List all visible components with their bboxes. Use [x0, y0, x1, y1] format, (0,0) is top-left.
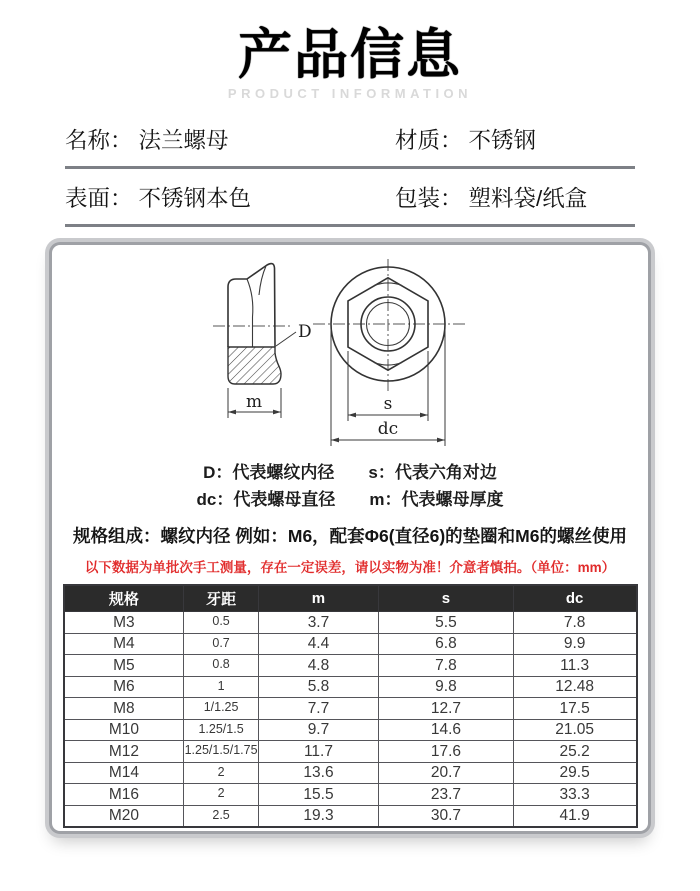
- m-cell: 9.7: [258, 719, 378, 741]
- dc-cell: 17.5: [513, 698, 636, 720]
- legend-s: s：代表六角对边: [368, 463, 497, 483]
- m-cell: 7.7: [258, 698, 378, 720]
- legend-line-2: [59, 486, 641, 513]
- spec-cell: M10: [64, 719, 184, 741]
- pitch-cell: 0.7: [184, 633, 258, 655]
- m-cell: 4.8: [258, 655, 378, 677]
- dim-label-d: D: [298, 322, 312, 343]
- pitch-cell: 0.5: [184, 612, 258, 634]
- spec-cell: M3: [64, 612, 184, 634]
- col-header-m: m: [258, 585, 378, 612]
- info-row-1: [65, 111, 635, 169]
- pitch-cell: 2.5: [184, 805, 258, 827]
- pitch-cell: 2: [184, 762, 258, 784]
- spec-cell: M6: [64, 676, 184, 698]
- info-surface-value: 不锈钢本色: [138, 185, 252, 211]
- info-packaging-field: [395, 181, 635, 213]
- dc-cell: 12.48: [513, 676, 636, 698]
- dc-cell: 29.5: [513, 762, 636, 784]
- dc-cell: 7.8: [513, 612, 636, 634]
- dc-cell: 41.9: [513, 805, 636, 827]
- dc-cell: 25.2: [513, 741, 636, 763]
- pitch-cell: 1: [184, 676, 258, 698]
- spec-cell: M16: [64, 784, 184, 806]
- s-cell: 12.7: [379, 698, 514, 720]
- info-name-label: 名称：: [65, 127, 133, 153]
- m-cell: 13.6: [258, 762, 378, 784]
- spec-frame: [52, 245, 648, 831]
- col-header-spec: 规格: [64, 585, 184, 612]
- s-cell: 6.8: [379, 633, 514, 655]
- m-cell: 15.5: [258, 784, 378, 806]
- pitch-cell: 2: [184, 784, 258, 806]
- table-row: [64, 612, 637, 634]
- m-cell: 19.3: [258, 805, 378, 827]
- spec-cell: M5: [64, 655, 184, 677]
- s-cell: 7.8: [379, 655, 514, 677]
- info-row-2: [65, 169, 635, 227]
- table-row: [64, 805, 637, 827]
- s-cell: 9.8: [379, 676, 514, 698]
- table-header-row: [64, 585, 637, 612]
- s-cell: 17.6: [379, 741, 514, 763]
- s-cell: 23.7: [379, 784, 514, 806]
- s-cell: 30.7: [379, 805, 514, 827]
- top-view: [313, 259, 465, 446]
- page-title: 产品信息: [238, 25, 462, 85]
- dc-cell: 11.3: [513, 655, 636, 677]
- legend-dc: dc：代表螺母直径: [196, 490, 336, 510]
- m-cell: 5.8: [258, 676, 378, 698]
- spec-cell: M4: [64, 633, 184, 655]
- dc-cell: 9.9: [513, 633, 636, 655]
- table-row: [64, 762, 637, 784]
- page-subtitle: PRODUCT INFORMATION: [227, 86, 473, 102]
- dc-cell: 21.05: [513, 719, 636, 741]
- m-cell: 3.7: [258, 612, 378, 634]
- dim-label-s: s: [383, 394, 393, 415]
- spec-cell: M14: [64, 762, 184, 784]
- legend-d: D：代表螺纹内径: [203, 463, 335, 483]
- info-surface-label: 表面：: [65, 185, 133, 211]
- table-row: [64, 655, 637, 677]
- page-header: [0, 0, 700, 101]
- product-info-section: [65, 111, 635, 227]
- spec-cell: M8: [64, 698, 184, 720]
- spec-table: [63, 584, 638, 828]
- dc-cell: 33.3: [513, 784, 636, 806]
- spec-cell: M20: [64, 805, 184, 827]
- legend-line-1: [59, 459, 641, 486]
- info-material-value: 不锈钢: [468, 127, 537, 153]
- dim-label-dc: dc: [377, 419, 399, 440]
- table-row: [64, 633, 637, 655]
- dim-label-m: m: [245, 392, 263, 413]
- table-row: [64, 719, 637, 741]
- col-header-s: s: [379, 585, 514, 612]
- flange-nut-diagram: [135, 255, 565, 455]
- info-material-field: [395, 123, 635, 155]
- side-view: [213, 264, 312, 418]
- table-row: [64, 698, 637, 720]
- s-cell: 14.6: [379, 719, 514, 741]
- pitch-cell: 1/1.25: [184, 698, 258, 720]
- spec-composition-note: 规格组成：螺纹内径 例如：M6，配套Φ6(直径6)的垫圈和M6的螺丝使用: [73, 526, 627, 547]
- col-header-pitch: 牙距: [184, 585, 258, 612]
- info-name-value: 法兰螺母: [138, 127, 229, 153]
- info-surface-field: [65, 181, 395, 213]
- spec-cell: M12: [64, 741, 184, 763]
- m-cell: 4.4: [258, 633, 378, 655]
- info-packaging-label: 包装：: [395, 185, 463, 211]
- pitch-cell: 1.25/1.5/1.75: [184, 741, 258, 763]
- info-material-label: 材质：: [395, 127, 463, 153]
- s-cell: 20.7: [379, 762, 514, 784]
- table-row: [64, 784, 637, 806]
- table-row: [64, 676, 637, 698]
- m-cell: 11.7: [258, 741, 378, 763]
- info-packaging-value: 塑料袋/纸盒: [468, 185, 588, 211]
- measurement-warning: 以下数据为单批次手工测量，存在一定误差，请以实物为准！介意者慎拍。（单位：mm）: [84, 560, 616, 576]
- pitch-cell: 1.25/1.5: [184, 719, 258, 741]
- dimension-legend: [59, 459, 641, 513]
- pitch-cell: 0.8: [184, 655, 258, 677]
- col-header-dc: dc: [513, 585, 636, 612]
- table-row: [64, 741, 637, 763]
- s-cell: 5.5: [379, 612, 514, 634]
- legend-m: m：代表螺母厚度: [369, 490, 504, 510]
- info-name-field: [65, 123, 395, 155]
